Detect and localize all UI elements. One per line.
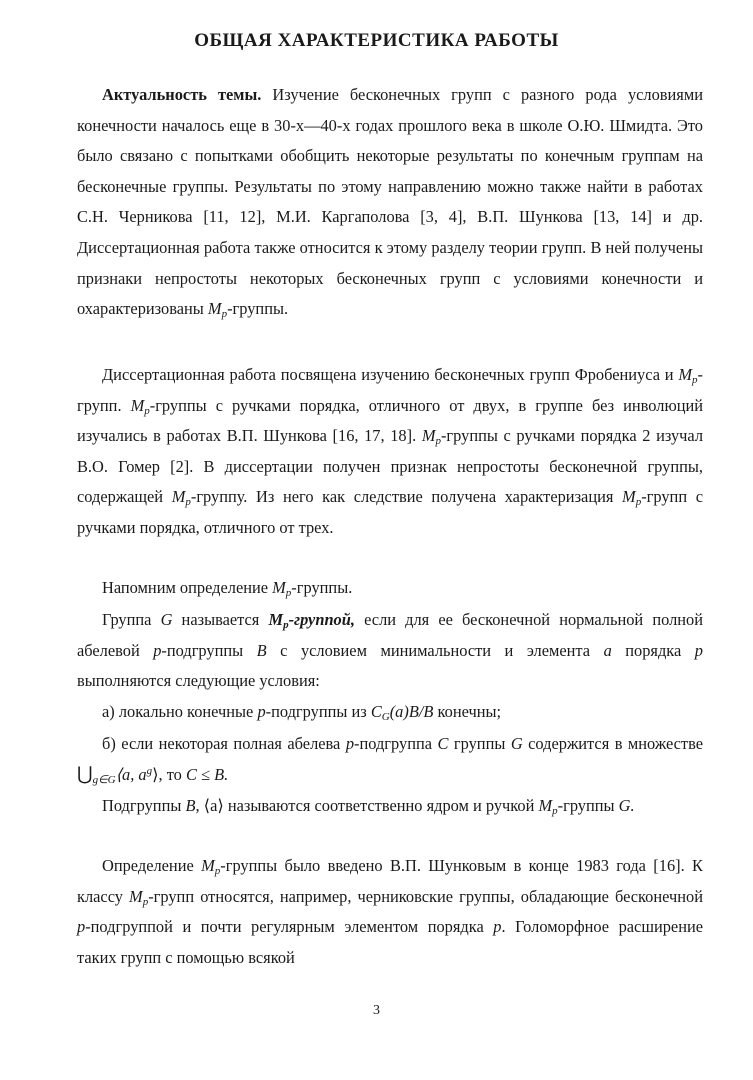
math-symbol: B: [185, 796, 196, 815]
text-run: -группы.: [227, 299, 289, 319]
text-run: Напомним определение: [102, 578, 273, 597]
math-subscript: g∈G: [92, 773, 116, 786]
math-subscript: p: [214, 865, 221, 877]
math-symbol: M: [272, 578, 286, 597]
defined-term: M: [268, 610, 284, 629]
text-run: -подгруппы из: [265, 702, 371, 721]
math-symbol: B: [256, 640, 267, 660]
paragraph-recall: [77, 573, 703, 604]
text-run: а) локально конечные: [102, 702, 258, 721]
math-subscript: p: [435, 435, 441, 448]
text-run: -группу. Из него как следствие получена характеризация: [190, 487, 623, 507]
math-symbol: M: [130, 395, 145, 415]
math-expression: C ≤ B.: [185, 764, 229, 784]
text-run: -групп с ручками порядка, отличного от трех.: [77, 487, 703, 537]
math-symbol: p: [345, 734, 355, 753]
text-run: порядка: [611, 640, 695, 660]
math-symbol: p: [257, 702, 266, 721]
condition-b: [77, 729, 703, 790]
text-run: -группы было введено В.П. Шунковым в конце 1983 года [16]. К классу: [77, 856, 703, 906]
text-run: содержится в множестве: [522, 734, 703, 753]
text-run: Диссертационная работа посвящена изучению бесконечных групп Фробениуса и: [102, 365, 679, 384]
text-run: называется: [172, 610, 269, 629]
text-run: -группы: [557, 796, 619, 815]
math-symbol: M: [622, 487, 636, 507]
math-subscript: G: [381, 711, 390, 723]
paragraph-subject: [77, 360, 703, 544]
math-subscript: p: [142, 895, 149, 908]
math-symbol: p: [153, 640, 162, 660]
math-symbol: a: [603, 640, 612, 660]
text-run: с условием минимальности и элемента: [266, 640, 604, 660]
math-symbol: G.: [618, 796, 635, 815]
text-run: группы: [448, 734, 511, 753]
math-subscript: p: [692, 374, 698, 386]
page-title: ОБЩАЯ ХАРАКТЕРИСТИКА РАБОТЫ: [194, 30, 559, 51]
text-run: если для ее бесконечной нормальной полной абелевой: [77, 610, 703, 660]
math-subscript: p: [285, 587, 292, 599]
math-symbol: G: [160, 610, 173, 629]
defined-term: -группой,: [288, 610, 355, 629]
math-subscript: p: [635, 496, 642, 509]
text-run: -группы с ручками порядка 2 изучал В.О. Гомер [2]. В диссертации получен признак непростоты бесконечной группы, содержащей: [77, 426, 704, 507]
math-expression: ⟩: [152, 764, 159, 784]
text-run: -подгруппой и почти регулярным элементом порядка: [85, 917, 494, 937]
math-symbol: M: [129, 886, 143, 906]
math-symbol: M: [538, 796, 553, 815]
text-run: -группы с ручками порядка, отличного от двух, в группе без инволюций изучались в работах В.П. Шункова [16, 17, 18].: [77, 395, 704, 446]
math-symbol: p: [77, 917, 86, 937]
math-expression: ⟨a⟩: [203, 796, 224, 815]
text-run: Подгруппы: [102, 796, 186, 815]
math-superscript: g: [146, 764, 153, 777]
math-symbol: M: [171, 487, 186, 507]
text-run: , то: [158, 764, 186, 784]
text-run: . Голоморфное расширение таких групп с помощью всякой: [77, 917, 704, 967]
text-run: -групп.: [77, 365, 703, 415]
text-run: Группа: [102, 610, 161, 629]
math-symbol: G: [510, 734, 523, 753]
math-symbol: C: [370, 702, 382, 721]
math-symbol: M: [678, 365, 693, 384]
text-run: -подгруппа: [354, 734, 438, 753]
text-run: Определение: [102, 856, 202, 875]
math-expression: ⟨a, a: [115, 764, 147, 784]
condition-a: [77, 697, 703, 728]
text-run: конечны;: [433, 702, 502, 721]
text-run: выполняются следующие условия:: [77, 671, 320, 691]
union-symbol: ⋃: [77, 763, 93, 785]
text-run: -групп относятся, например, черниковские группы, обладающие бесконечной: [148, 886, 703, 906]
text-run: -подгруппы: [161, 640, 257, 660]
page-number: 3: [373, 1003, 380, 1018]
paragraph-definition: [77, 605, 703, 697]
text-run: -группы.: [291, 578, 353, 597]
math-subscript: p: [552, 805, 558, 817]
paragraph-relevance: [77, 80, 703, 325]
math-symbol: M: [201, 856, 215, 875]
math-subscript: p: [221, 308, 228, 321]
text-run: ,: [195, 796, 204, 815]
math-symbol: M: [421, 426, 436, 446]
text-run: Изучение бесконечных групп с разного рода условиями конечности началось еще в 30-х—40-х годах прошлого века в школе О.Ю. Шмидта. Это было связано с попытками обобщить некоторые результаты по конечным группам на бесконечные группы. Результаты по этому направлению можно также найти в работах С.Н. Черникова [11, 12], М.И. Каргаполова [3, 4], В.П. Шункова [13, 14] и др. Диссертационная работа также относится к этому разделу теории групп. В ней получены признаки непростоты некоторых бесконечных групп с условиями конечности и охарактеризованы: [77, 85, 703, 319]
text-run: б) если некоторая полная абелева: [102, 734, 346, 753]
paragraph-kernel-handle: [77, 791, 703, 822]
math-symbol: C: [437, 734, 449, 753]
math-subscript: p: [185, 496, 191, 509]
text-run: называются соответственно ядром и ручкой: [223, 796, 539, 815]
section-lead: Актуальность темы.: [102, 85, 262, 104]
paragraph-history: [77, 851, 703, 973]
math-subscript: p: [144, 404, 150, 417]
math-expression: (a)B/B: [389, 702, 434, 721]
math-symbol: p: [493, 917, 502, 937]
math-subscript: p: [283, 619, 289, 631]
math-symbol: M: [207, 299, 222, 319]
math-symbol: p: [694, 640, 703, 660]
